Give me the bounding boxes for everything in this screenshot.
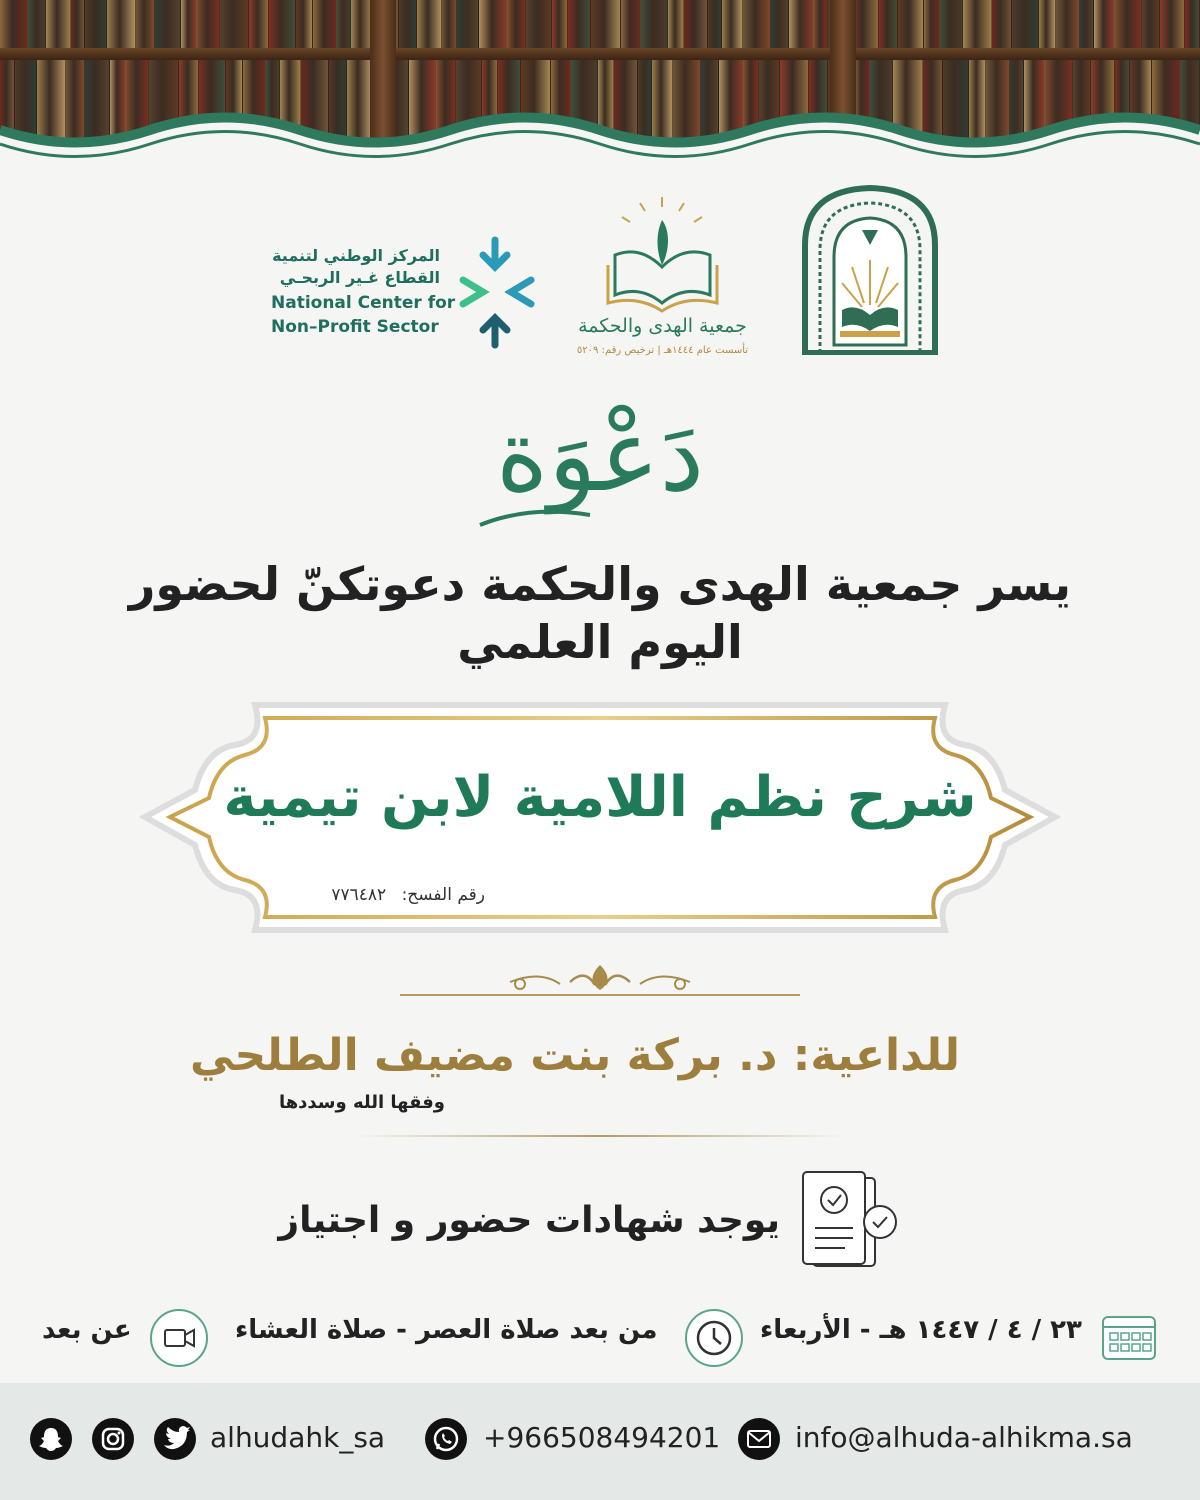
intro-line1: يسر جمعية الهدى والحكمة دعوتكنّ لحضور: [128, 557, 1072, 611]
book-spine: [963, 0, 993, 48]
ncnp-ar-line2: القطاع غـير الربحـي: [279, 268, 440, 287]
speaker-divider: [355, 1135, 845, 1137]
book-spine: [457, 0, 479, 48]
snapchat-icon[interactable]: [30, 1418, 72, 1460]
book-spine: [1094, 0, 1115, 48]
calligraphy-text: دَعْوَة: [495, 397, 705, 514]
book-spine: [181, 0, 197, 48]
book-spine: [924, 0, 940, 48]
license-number: ٧٧٦٤٨٢: [331, 885, 387, 905]
intro-line2: اليوم العلمي: [457, 615, 743, 669]
book-spine: [479, 0, 508, 48]
email-icon[interactable]: [738, 1418, 780, 1460]
book-spine: [1080, 0, 1094, 48]
book-spine: [591, 0, 621, 48]
book-spine: [668, 0, 685, 48]
ministry-logo: [800, 185, 940, 355]
book-spine: [1056, 0, 1080, 48]
license-info: [255, 885, 485, 905]
ncnp-logo: [268, 235, 548, 355]
book-spine: [107, 0, 136, 48]
book-spine: [684, 0, 708, 48]
book-spine: [722, 0, 743, 48]
book-spine: [220, 0, 250, 48]
book-spine: [743, 0, 771, 48]
book-spine: [85, 0, 107, 48]
book-spine: [442, 0, 457, 48]
book-spine: [71, 0, 86, 48]
open-book-icon: [600, 195, 725, 313]
course-title: شرح نظم اللامية لابن تيمية: [223, 765, 977, 830]
ncnp-ar-line1: المركز الوطني لتنمية: [272, 246, 440, 265]
book-spine: [337, 0, 351, 48]
ornament-divider: [400, 960, 800, 1005]
book-spine: [992, 0, 1012, 48]
book-spine: [621, 0, 641, 48]
event-details: [0, 1305, 1200, 1370]
book-spine: [508, 0, 527, 48]
book-spine: [940, 0, 963, 48]
ncnp-en-line1: National Center for: [271, 293, 456, 313]
book-spine: [789, 0, 814, 48]
license-label: رقم الفسح:: [401, 885, 485, 905]
book-spine: [1039, 0, 1056, 48]
book-spine: [136, 0, 155, 48]
wave-divider: [0, 100, 1200, 190]
clock-icon: [685, 1309, 743, 1367]
book-spine: [1142, 0, 1160, 48]
ministry-emblem-icon: [800, 185, 940, 355]
event-date: ٢٣ / ٤ / ١٤٤٧ هـ - الأربعاء: [760, 1315, 1082, 1345]
event-time: من بعد صلاة العصر - صلاة العشاء: [235, 1315, 658, 1345]
invitation-calligraphy: [470, 385, 730, 545]
whatsapp-icon[interactable]: [425, 1418, 467, 1460]
book-spine: [1185, 0, 1200, 48]
calligraphy-art: [470, 385, 730, 545]
book-spine: [351, 0, 372, 48]
calendar-icon: [1100, 1311, 1158, 1363]
video-icon: [150, 1309, 208, 1367]
book-spine: [399, 0, 417, 48]
book-spine: [249, 0, 269, 48]
book-spine: [771, 0, 789, 48]
alhuda-logo: [560, 195, 765, 375]
book-spine: [568, 0, 591, 48]
invitation-intro: [100, 555, 1100, 671]
email-address[interactable]: info@alhuda-alhikma.sa: [795, 1421, 1133, 1454]
logos-bar: [0, 185, 1200, 375]
ncnp-mark-icon: [453, 235, 538, 350]
book-spine: [155, 0, 181, 48]
book-spine: [296, 0, 313, 48]
book-spine: [28, 0, 46, 48]
book-spine: [552, 0, 568, 48]
book-spine: [898, 0, 924, 48]
book-spine: [641, 0, 668, 48]
book-spine: [879, 0, 898, 48]
contact-footer: [0, 1383, 1200, 1500]
ncnp-en-line2: Non–Profit Sector: [271, 317, 439, 337]
book-spine: [708, 0, 722, 48]
phone-number[interactable]: +966508494201: [483, 1421, 721, 1454]
twitter-icon[interactable]: [154, 1418, 196, 1460]
alhuda-name: جمعية الهدى والحكمة: [578, 315, 747, 337]
book-spine: [0, 0, 28, 48]
certificates-text: يوجد شهادات حضور و اجتياز: [278, 1200, 780, 1241]
book-spine: [1160, 0, 1185, 48]
book-spine: [269, 0, 296, 48]
book-spine: [197, 0, 220, 48]
book-spine: [526, 0, 552, 48]
certificate-icon: [795, 1170, 905, 1275]
instagram-icon[interactable]: [92, 1418, 134, 1460]
book-spine: [46, 0, 71, 48]
book-spine: [1115, 0, 1143, 48]
event-mode: عن بعد: [42, 1315, 132, 1345]
book-spine: [814, 0, 829, 48]
alhuda-subtitle: تأسست عام ١٤٤٤هـ | ترخيص رقم: ٥٢٠٩: [576, 345, 749, 356]
social-handle[interactable]: alhudahk_sa: [210, 1421, 386, 1454]
book-spine: [417, 0, 442, 48]
speaker-prayer: وفقها الله وسددها: [278, 1092, 445, 1113]
speaker-name: للداعية: د. بركة بنت مضيف الطلحي: [190, 1030, 960, 1081]
book-spine: [1012, 0, 1039, 48]
book-spine: [313, 0, 337, 48]
